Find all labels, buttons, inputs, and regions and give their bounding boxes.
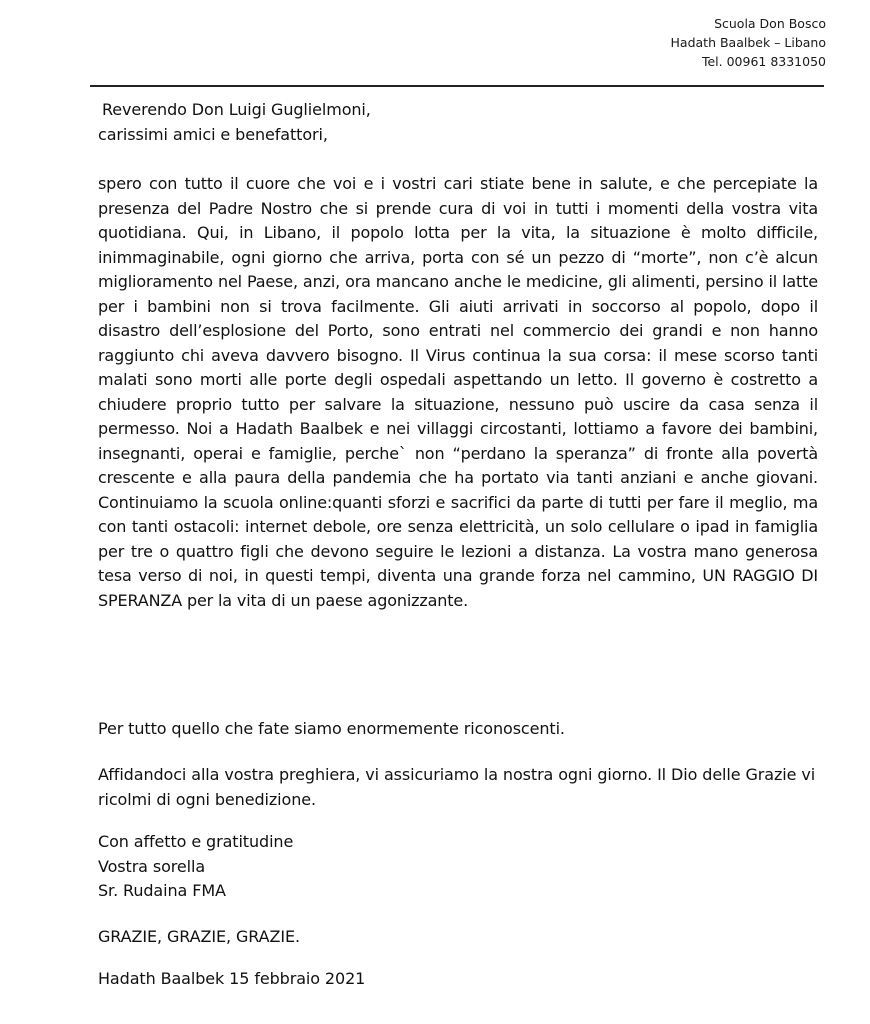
- salutation-line-1: Reverendo Don Luigi Guglielmoni,: [102, 100, 371, 119]
- letterhead-school: Scuola Don Bosco: [714, 16, 826, 31]
- dateline: Hadath Baalbek 15 febbraio 2021: [98, 969, 366, 988]
- letterhead: [671, 14, 826, 71]
- signature-name: Sr. Rudaina FMA: [98, 881, 226, 900]
- closing: [98, 830, 818, 904]
- salutation-line-2: carissimi amici e benefattori,: [98, 124, 328, 144]
- thanks-paragraph: Per tutto quello che fate siamo enormemente riconoscenti.: [98, 719, 565, 738]
- letter-body: spero con tutto il cuore che voi e i vostri cari stiate bene in salute, e che percepiate la presenza del Padre Nostro che si prende cura di voi in tutti i momenti della vostra vita quotidiana. Qui, in Libano, il popolo lotta per la vita, la situazione è molto difficile, inimmaginabile, ogni giorno che arriva, porta con sé un pezzo di “morte”, non c’è alcun miglioramento nel Paese, anzi, ora mancano anche le medicine, gli alimenti, persino il latte per i bambini non si trova facilmente. Gli aiuti arrivati in soccorso al popolo, dopo il disastro dell’esplosione del Porto, sono entrati nel commercio dei grandi e non hanno raggiunto chi aveva davvero bisogno. Il Virus continua la sua corsa: il mese scorso tanti malati sono morti alle porte degli ospedali aspettando un letto. Il governo è costretto a chiudere proprio tutto per salvare la situazione, nessuno può uscire da casa senza il permesso. Noi a Hadath Baalbek e nei villaggi circostanti, lottiamo a favore dei bambini, insegnanti, operai e famiglie, perche` non “perdano la speranza” di fronte alla povertà crescente e alla paura della pandemia che ha portato via tanti anziani e anche giovani. Continuiamo la scuola online:quanti sforzi e sacrifici da parte di tutti per fare il meglio, ma con tanti ostacoli: internet debole, ore senza elettricità, un solo cellulare o ipad in famiglia per tre o quattro figli che devono seguire le lezioni a distanza. La vostra mano generosa tesa verso di noi, in questi tempi, diventa una grande forza nel cammino, UN RAGGIO DI SPERANZA per la vita di un paese agonizzante.: [98, 174, 818, 610]
- letterhead-phone: Tel. 00961 8331050: [701, 54, 826, 69]
- closing-line-2: Vostra sorella: [98, 856, 206, 876]
- grazie-line: GRAZIE, GRAZIE, GRAZIE.: [98, 927, 300, 946]
- header-divider: [90, 85, 824, 87]
- blessing-paragraph: Affidandoci alla vostra preghiera, vi assicuriamo la nostra ogni giorno. Il Dio delle Grazie vi ricolmi di ogni benedizione.: [98, 765, 816, 809]
- closing-line-1: Con affetto e gratitudine: [98, 832, 294, 851]
- salutation: [98, 98, 818, 147]
- letterhead-address: Hadath Baalbek – Libano: [670, 35, 826, 50]
